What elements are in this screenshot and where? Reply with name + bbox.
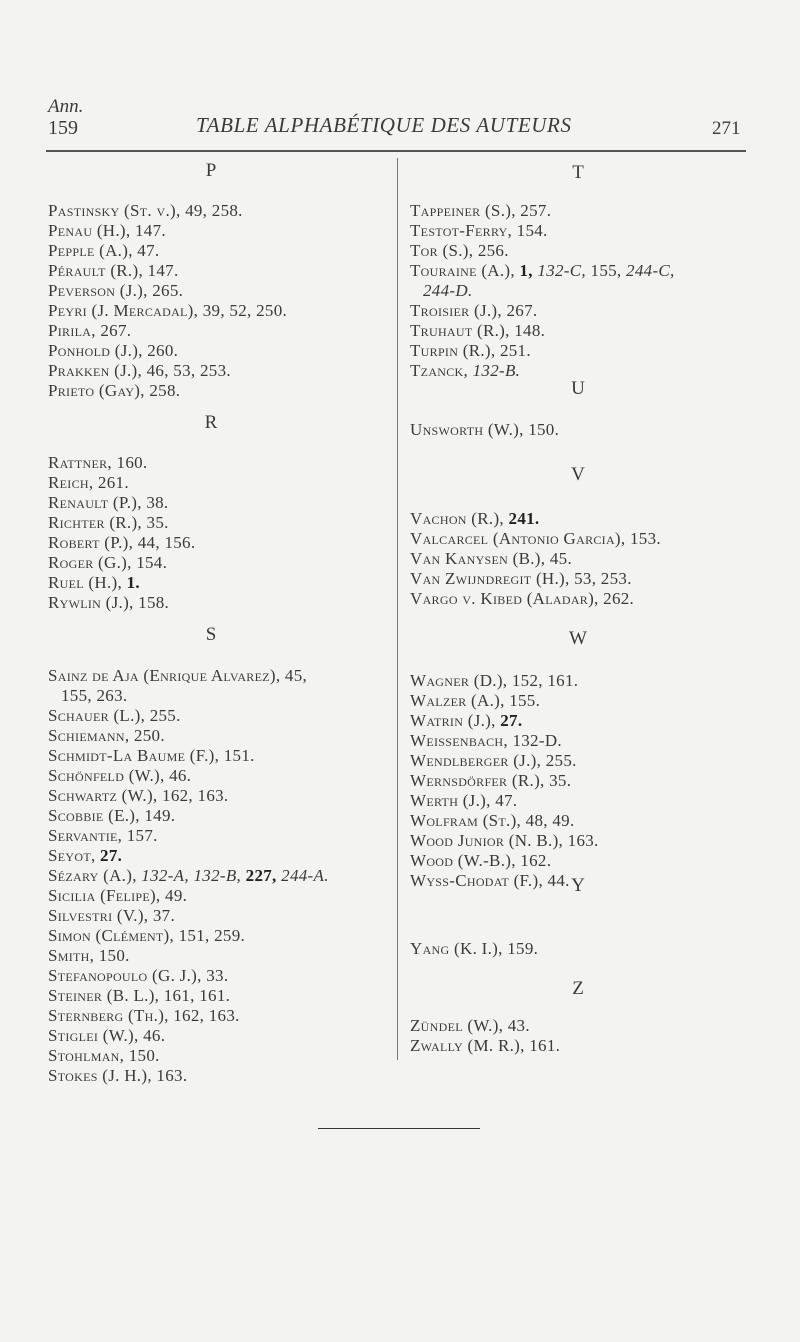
- index-entry: Troisier (J.), 267.: [410, 301, 538, 320]
- index-entry: Peverson (J.), 265.: [48, 281, 184, 300]
- footer-rule: [318, 1128, 480, 1129]
- index-entry: Scobbie (E.), 149.: [48, 806, 176, 825]
- section-letter-y: Y: [571, 875, 585, 896]
- index-entry: Zündel (W.), 43.: [410, 1016, 530, 1035]
- index-entry: Schiemann, 250.: [48, 726, 165, 745]
- index-entry: Valcarcel (Antonio Garcia), 153.: [410, 529, 661, 548]
- index-entry: Stohlman, 150.: [48, 1046, 160, 1065]
- index-entry: Vargo v. Kibed (Aladar), 262.: [410, 589, 635, 608]
- index-entry: Schönfeld (W.), 46.: [48, 766, 192, 785]
- running-title: TABLE ALPHABÉTIQUE DES AUTEURS: [196, 113, 572, 137]
- index-entry: Yang (K. I.), 159.: [410, 939, 539, 958]
- index-entry: Schwartz (W.), 162, 163.: [48, 786, 229, 805]
- index-entry: Wendlberger (J.), 255.: [410, 751, 577, 770]
- index-entry: Robert (P.), 44, 156.: [48, 533, 196, 552]
- index-entry: Tor (S.), 256.: [410, 241, 509, 260]
- index-entry: Renault (P.), 38.: [48, 493, 169, 512]
- index-entry: Van Zwijndregit (H.), 53, 253.: [410, 569, 632, 588]
- section-letter-u: U: [571, 378, 585, 399]
- index-entry: Sézary (A.), 132-A, 132-B, 227, 244-A.: [48, 866, 329, 885]
- section-letter-v: V: [571, 464, 585, 485]
- index-entry: Weissenbach, 132-D.: [410, 731, 562, 750]
- section-letter-t: T: [572, 162, 584, 183]
- index-entry: Simon (Clément), 151, 259.: [48, 926, 246, 945]
- index-entry: Ponhold (J.), 260.: [48, 341, 179, 360]
- index-entry-continuation: 244-D.: [423, 281, 473, 300]
- index-entry: Stiglei (W.), 46.: [48, 1026, 166, 1045]
- index-entry: Stefanopoulo (G. J.), 33.: [48, 966, 229, 985]
- column-divider: [397, 158, 398, 1060]
- index-entry: Pepple (A.), 47.: [48, 241, 160, 260]
- index-entry: Wolfram (St.), 48, 49.: [410, 811, 575, 830]
- index-entry: Prakken (J.), 46, 53, 253.: [48, 361, 231, 380]
- index-entry: Testot-Ferry, 154.: [410, 221, 548, 240]
- index-entry: Unsworth (W.), 150.: [410, 420, 560, 439]
- index-entry: Turpin (R.), 251.: [410, 341, 531, 360]
- index-entry: Wyss-Chodat (F.), 44.: [410, 871, 570, 890]
- index-entry: Steiner (B. L.), 161, 161.: [48, 986, 231, 1005]
- index-entry: Truhaut (R.), 148.: [410, 321, 546, 340]
- index-entry: Smith, 150.: [48, 946, 130, 965]
- index-entry: Schmidt-La Baume (F.), 151.: [48, 746, 255, 765]
- index-entry: Vachon (R.), 241.: [410, 509, 540, 528]
- index-entry: Rywlin (J.), 158.: [48, 593, 170, 612]
- index-entry: Pastinsky (St. v.), 49, 258.: [48, 201, 243, 220]
- index-entry: Prieto (Gay), 258.: [48, 381, 181, 400]
- index-entry: Sternberg (Th.), 162, 163.: [48, 1006, 240, 1025]
- header-rule: [46, 150, 746, 152]
- index-entry: Roger (G.), 154.: [48, 553, 168, 572]
- index-entry: Werth (J.), 47.: [410, 791, 518, 810]
- index-entry: Servantie, 157.: [48, 826, 158, 845]
- section-letter-s: S: [205, 624, 217, 645]
- index-entry: Silvestri (V.), 37.: [48, 906, 176, 925]
- index-entry: Rattner, 160.: [48, 453, 148, 472]
- page-number: 271: [712, 118, 741, 139]
- index-entry: Richter (R.), 35.: [48, 513, 169, 532]
- section-letter-w: W: [569, 628, 587, 649]
- section-letter-z: Z: [572, 978, 584, 999]
- index-entry-continuation: 155, 263.: [61, 686, 128, 705]
- index-entry: Wernsdörfer (R.), 35.: [410, 771, 572, 790]
- index-entry: Zwally (M. R.), 161.: [410, 1036, 561, 1055]
- index-entry: Tappeiner (S.), 257.: [410, 201, 552, 220]
- index-entry: Van Kanysen (B.), 45.: [410, 549, 573, 568]
- index-entry: Sicilia (Felipe), 49.: [48, 886, 188, 905]
- index-entry: Pirila, 267.: [48, 321, 132, 340]
- section-letter-r: R: [204, 412, 218, 433]
- index-entry: Watrin (J.), 27.: [410, 711, 523, 730]
- index-entry: Penau (H.), 147.: [48, 221, 166, 240]
- index-entry: Stokes (J. H.), 163.: [48, 1066, 188, 1085]
- index-entry: Touraine (A.), 1, 132-C, 155, 244-C,: [410, 261, 675, 280]
- index-entry: Peyri (J. Mercadal), 39, 52, 250.: [48, 301, 288, 320]
- annotation-ann: Ann.: [48, 96, 84, 117]
- annotation-number: 159: [48, 117, 78, 139]
- index-entry: Pérault (R.), 147.: [48, 261, 179, 280]
- index-entry: Tzanck, 132-B.: [410, 361, 521, 380]
- index-entry: Ruel (H.), 1.: [48, 573, 140, 592]
- index-entry: Schauer (L.), 255.: [48, 706, 181, 725]
- index-entry: Seyot, 27.: [48, 846, 123, 865]
- index-entry: Reich, 261.: [48, 473, 129, 492]
- index-entry: Walzer (A.), 155.: [410, 691, 541, 710]
- index-entry: Sainz de Aja (Enrique Alvarez), 45,: [48, 666, 308, 685]
- section-letter-p: P: [205, 160, 217, 181]
- index-entry: Wood (W.-B.), 162.: [410, 851, 552, 870]
- index-entry: Wood Junior (N. B.), 163.: [410, 831, 599, 850]
- index-entry: Wagner (D.), 152, 161.: [410, 671, 579, 690]
